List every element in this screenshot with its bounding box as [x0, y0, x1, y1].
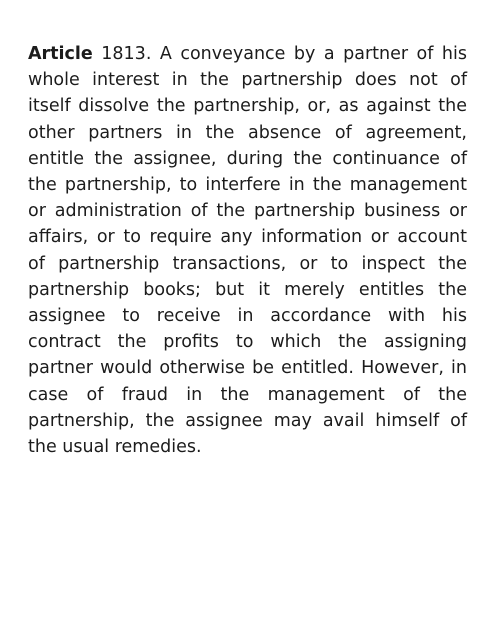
- article-paragraph: [28, 41, 467, 460]
- article-body-text: 1813. A conveyance by a partner of his whole interest in the partnership does not of itself dissolve the partnership, or, as against the other partners in the absence of agreement, entitle the assignee, during the continuance of the partnership, to interfere in the management or administration of the partnership business or affairs, or to require any information or account of partnership transactions, or to inspect the partnership books; but it merely entitles the assignee to receive in accordance with his contract the profits to which the assigning partner would otherwise be entitled. However, in case of fraud in the management of the partnership, the assignee may avail himself of the usual remedies.: [28, 44, 467, 458]
- article-label: Article: [28, 44, 93, 64]
